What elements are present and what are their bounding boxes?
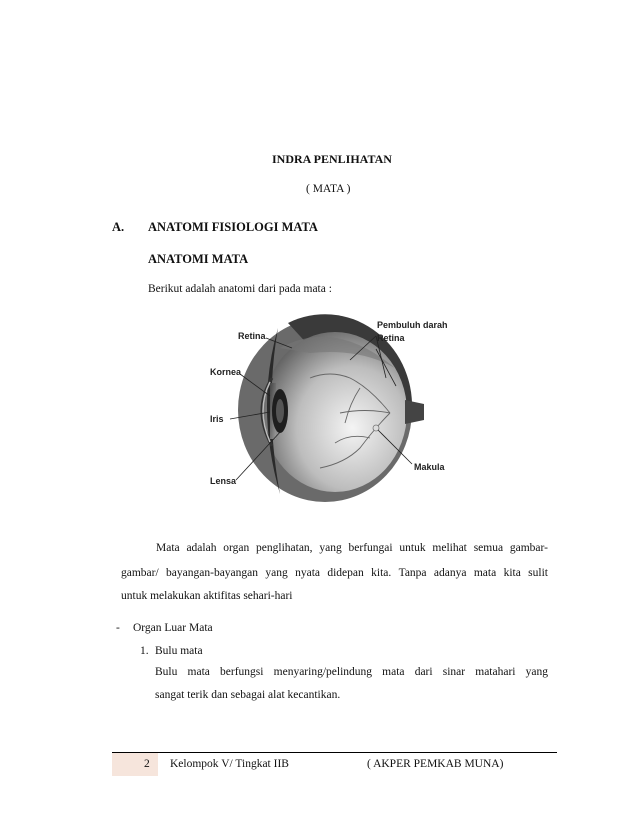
label-retina-right: Retina xyxy=(377,333,405,343)
page-number: 2 xyxy=(144,758,150,770)
word: kita xyxy=(503,567,521,579)
section-heading: ANATOMI FISIOLOGI MATA xyxy=(148,220,318,234)
list-item-title: Bulu mata xyxy=(155,645,203,657)
label-makula: Makula xyxy=(414,462,445,472)
page-subtitle: ( MATA ) xyxy=(306,183,351,195)
word: Tanpa xyxy=(398,567,427,579)
list-item-desc-line-2: sangat terik dan sebagai alat kecantikan. xyxy=(155,689,341,701)
word: semua xyxy=(473,542,504,554)
word: sulit xyxy=(528,567,548,579)
paragraph-line-2 xyxy=(121,567,548,579)
page-title: INDRA PENLIHATAN xyxy=(272,152,392,166)
word: gambar- xyxy=(509,542,548,554)
label-lensa: Lensa xyxy=(210,476,237,486)
word: mata xyxy=(473,567,497,579)
list-item-desc-line-1 xyxy=(155,666,548,678)
paragraph-line-1 xyxy=(156,542,548,554)
word: Mata xyxy=(156,542,180,554)
word: penglihatan, xyxy=(256,542,313,554)
word: adanya xyxy=(433,567,467,579)
eye-anatomy-illustration xyxy=(200,308,530,508)
label-pembuluh-darah: Pembuluh darah xyxy=(377,320,448,330)
word: bayangan-bayangan xyxy=(166,567,259,579)
footer-rule xyxy=(112,752,557,753)
footer-group: Kelompok V/ Tingkat IIB xyxy=(170,758,289,770)
word: gambar/ xyxy=(121,567,159,579)
word: untuk xyxy=(399,542,426,554)
page-number-box xyxy=(112,753,158,776)
word: mata xyxy=(187,666,210,678)
intro-text: Berikut adalah anatomi dari pada mata : xyxy=(148,283,332,295)
word: mata xyxy=(382,666,405,678)
word: menyaring/pelindung xyxy=(273,666,373,678)
word: yang xyxy=(265,567,288,579)
word: organ xyxy=(223,542,250,554)
subheading: ANATOMI MATA xyxy=(148,252,249,266)
word: didepan xyxy=(327,567,364,579)
word: sinar xyxy=(442,666,466,678)
list-item-number: 1. xyxy=(140,645,149,657)
word: kita. xyxy=(371,567,392,579)
word: dari xyxy=(414,666,433,678)
list-label: Organ Luar Mata xyxy=(133,622,213,634)
label-kornea: Kornea xyxy=(210,367,242,377)
word: Bulu xyxy=(155,666,178,678)
word: berfungai xyxy=(348,542,393,554)
word: yang xyxy=(525,666,548,678)
word: matahari xyxy=(475,666,516,678)
footer-institution: ( AKPER PEMKAB MUNA) xyxy=(367,758,504,770)
label-retina-top: Retina xyxy=(238,331,266,341)
word: nyata xyxy=(295,567,320,579)
paragraph-line-3: untuk melakukan aktifitas sehari-hari xyxy=(121,590,293,602)
word: melihat xyxy=(432,542,467,554)
word: berfungsi xyxy=(220,666,264,678)
word: adalah xyxy=(186,542,217,554)
section-letter: A. xyxy=(112,220,125,234)
word: yang xyxy=(319,542,342,554)
list-bullet: - xyxy=(116,622,120,634)
label-iris: Iris xyxy=(210,414,224,424)
eye-anatomy-figure xyxy=(200,308,530,508)
